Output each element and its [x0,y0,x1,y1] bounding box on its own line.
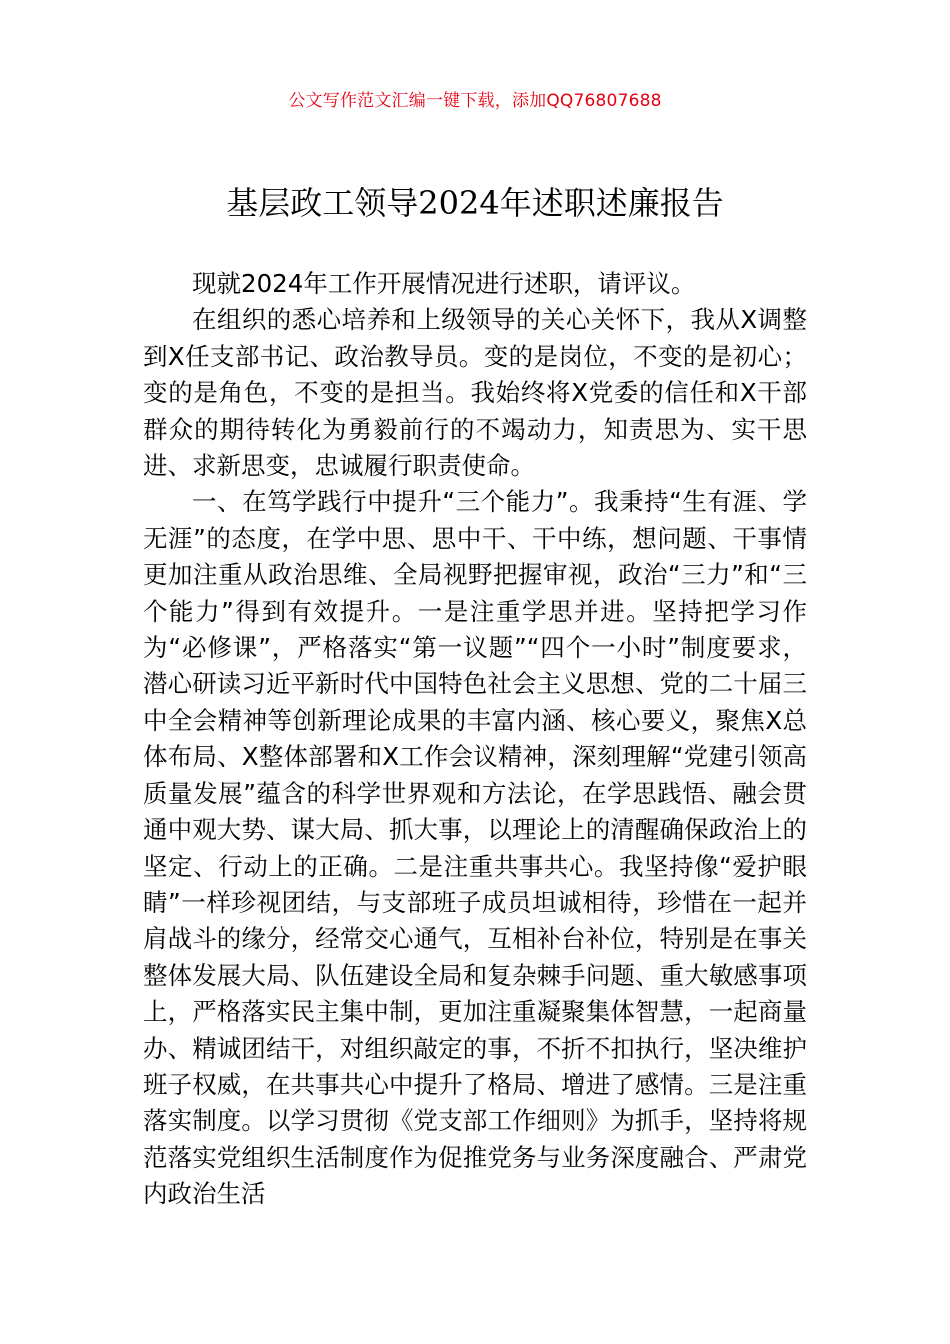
paragraph-background: 在组织的悉心培养和上级领导的关心关怀下，我从X调整到X任支部书记、政治教导员。变的是岗位，不变的是初心；变的是角色，不变的是担当。我始终将X党委的信任和X干部群众的期待转化为勇毅前行的不竭动力，知责思为、实干思进、求新思变，忠诚履行职责使命。 [143,305,807,481]
paragraph-intro: 现就2024年工作开展情况进行述职，请评议。 [192,269,696,298]
document-title: 基层政工领导2024年述职述廉报告 [226,184,724,222]
paragraph-section-one: 一、在笃学践行中提升“三个能力”。我秉持“生有涯、学无涯”的态度，在学中思、思中干、干中练，想问题、干事情更加注重从政治思维、全局视野把握审视，政治“三力”和“三个能力”得到有效提升。一是注重学思并进。坚持把学习作为“必修课”，严格落实“第一议题”“四个一小时”制度要求，潜心研读习近平新时代中国特色社会主义思想、党的二十届三中全会精神等创新理论成果的丰富内涵、核心要义，聚焦X总体布局、X整体部署和X工作会议精神，深刻理解“党建引领高质量发展”蕴含的科学世界观和方法论，在学思践悟、融会贯通中观大势、谋大局、抓大事，以理论上的清醒确保政治上的坚定、行动上的正确。二是注重共事共心。我坚持像“爱护眼睛”一样珍视团结，与支部班子成员坦诚相待，珍惜在一起并肩战斗的缘分，经常交心通气，互相补台补位，特别是在事关整体发展大局、队伍建设全局和复杂棘手问题、重大敏感事项上，严格落实民主集中制，更加注重凝聚集体智慧，一起商量办、精诚团结干，对组织敲定的事，不折不扣执行，坚决维护班子权威，在共事共心中提升了格局、增进了感情。三是注重落实制度。以学习贯彻《党支部工作细则》为抓手，坚持将规范落实党组织生活制度作为促推党务与业务深度融合、严肃党内政治生活 [143,487,807,1209]
document-body [143,266,807,1213]
download-promo-banner: 公文写作范文汇编一键下载，添加QQ76807688 [288,91,662,111]
